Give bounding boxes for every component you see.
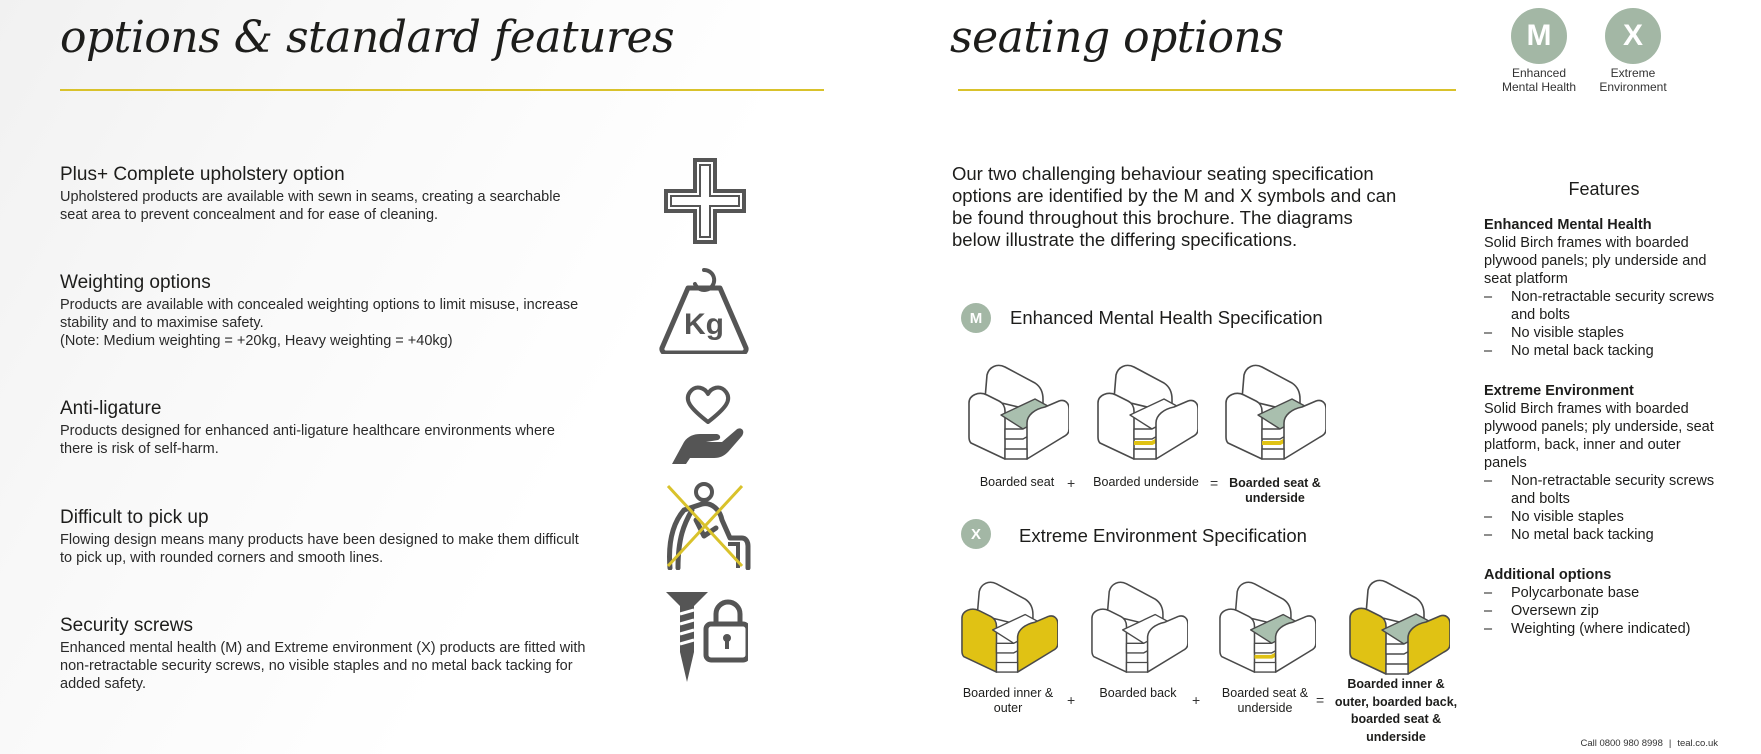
caption-boarded-back: Boarded back xyxy=(1099,686,1177,700)
feature-text: Products designed for enhanced anti-ligature healthcare environments where there is risk of self-harm. xyxy=(60,423,555,457)
chair-boarded-back xyxy=(1088,580,1188,674)
features-group-title: Additional options xyxy=(1484,567,1612,583)
features-group-title: Extreme Environment xyxy=(1484,383,1634,399)
list-item: – Non-retractable security screws and bolts xyxy=(1484,288,1724,324)
screw-lock-icon xyxy=(664,590,748,684)
badge-x-label: Extreme Environment xyxy=(1599,66,1667,94)
intro-paragraph: Our two challenging behaviour seating specification options are identified by the M and X symbols and can be found throughout this brochure. The diagrams below illustrate the differing specifications. xyxy=(952,163,1397,250)
operator-plus: + xyxy=(1067,475,1076,491)
list-item: – No visible staples xyxy=(1484,324,1724,342)
feature-title: Weighting options xyxy=(60,272,211,293)
list-item: – Polycarbonate base xyxy=(1484,584,1724,602)
features-group-title: Enhanced Mental Health xyxy=(1484,217,1652,233)
badge-x: X xyxy=(1605,8,1661,64)
footer-contact xyxy=(1580,738,1718,749)
chair-boarded-inner-outer xyxy=(958,580,1058,674)
kg-weight-icon xyxy=(658,268,750,354)
features-list xyxy=(1484,584,1724,638)
feature-security-screws xyxy=(60,615,590,693)
page-title-options: options & standard features xyxy=(60,12,675,63)
feature-title: Difficult to pick up xyxy=(60,507,209,528)
heart-in-hand-icon xyxy=(670,384,746,466)
chair-boarded-underside xyxy=(1094,363,1198,461)
operator-equals: = xyxy=(1210,475,1219,491)
footer-website: teal.co.uk xyxy=(1677,738,1718,749)
caption-boarded-seat-underside: Boarded seat & underside xyxy=(1229,476,1321,505)
footer-separator: | xyxy=(1668,738,1672,749)
caption-boarded-underside: Boarded underside xyxy=(1093,475,1199,489)
list-item: – No metal back tacking xyxy=(1484,526,1724,544)
chair-boarded-seat xyxy=(965,363,1069,461)
feature-text: Upholstered products are available with sewn in seams, creating a searchable seat area to prevent concealment and for ease of cleaning. xyxy=(60,189,561,223)
features-panel xyxy=(1484,180,1724,660)
feature-upholstery xyxy=(60,164,590,224)
badge-m: M xyxy=(1511,8,1567,64)
title-rule-left xyxy=(60,89,824,91)
features-group-additional xyxy=(1484,566,1724,638)
feature-title: Anti-ligature xyxy=(60,398,162,419)
features-group-text: Solid Birch frames with boarded plywood panels; ply underside, seat platform, back, inner and outer panels xyxy=(1484,401,1714,471)
caption-boarded-inner-outer: Boarded inner & outer xyxy=(962,686,1054,715)
spec-x-title: Extreme Environment Specification xyxy=(1019,525,1307,546)
features-heading: Features xyxy=(1568,179,1640,199)
title-rule-right xyxy=(958,89,1456,91)
feature-anti-ligature xyxy=(60,398,590,458)
spec-m-badge: M xyxy=(961,303,991,333)
caption-boarded-seat-underside-x: Boarded seat & underside xyxy=(1221,686,1309,715)
chair-boarded-seat-underside xyxy=(1222,363,1326,461)
features-list xyxy=(1484,472,1724,544)
caption-full-extreme: Boarded inner & outer, boarded back, boarded seat & underside xyxy=(1334,677,1458,744)
list-item: – Weighting (where indicated) xyxy=(1484,620,1724,638)
feature-pick-up xyxy=(60,507,590,567)
no-lifting-icon xyxy=(656,480,752,570)
feature-weighting xyxy=(60,272,590,350)
footer-phone: Call 0800 980 8998 xyxy=(1580,738,1663,749)
features-group-extreme xyxy=(1484,382,1724,544)
spec-x-badge: X xyxy=(961,519,991,549)
operator-plus: + xyxy=(1067,692,1076,708)
features-group-text: Solid Birch frames with boarded plywood panels; ply underside and seat platform xyxy=(1484,235,1707,287)
page-title-seating: seating options xyxy=(950,12,1284,63)
operator-equals: = xyxy=(1316,692,1325,708)
feature-text: Flowing design means many products have been designed to make them difficult to pick up, with rounded corners and smooth lines. xyxy=(60,532,579,566)
list-item: – No visible staples xyxy=(1484,508,1724,526)
list-item: – No metal back tacking xyxy=(1484,342,1724,360)
feature-title: Security screws xyxy=(60,615,194,636)
features-list xyxy=(1484,288,1724,360)
list-item: – Non-retractable security screws and bolts xyxy=(1484,472,1724,508)
plus-icon xyxy=(664,158,746,244)
features-group-mental-health xyxy=(1484,216,1724,360)
feature-title: Plus+ Complete upholstery option xyxy=(60,164,345,185)
caption-boarded-seat: Boarded seat xyxy=(979,475,1055,489)
badge-m-label: Enhanced Mental Health xyxy=(1501,66,1577,94)
operator-plus: + xyxy=(1192,692,1201,708)
list-item: – Oversewn zip xyxy=(1484,602,1724,620)
kg-label: Kg xyxy=(684,308,724,341)
feature-text: Enhanced mental health (M) and Extreme environment (X) products are fitted with non-retractable security screws, no visible staples and no metal back tacking for added safety. xyxy=(60,640,586,692)
feature-text: Products are available with concealed weighting options to limit misuse, increase stability and to maximise safety. (Note: Medium weighting = +20kg, Heavy weighting = +40kg) xyxy=(60,297,579,349)
spec-m-title: Enhanced Mental Health Specification xyxy=(1010,307,1323,328)
chair-full-extreme xyxy=(1346,578,1450,676)
chair-boarded-seat-underside-x xyxy=(1216,580,1316,674)
